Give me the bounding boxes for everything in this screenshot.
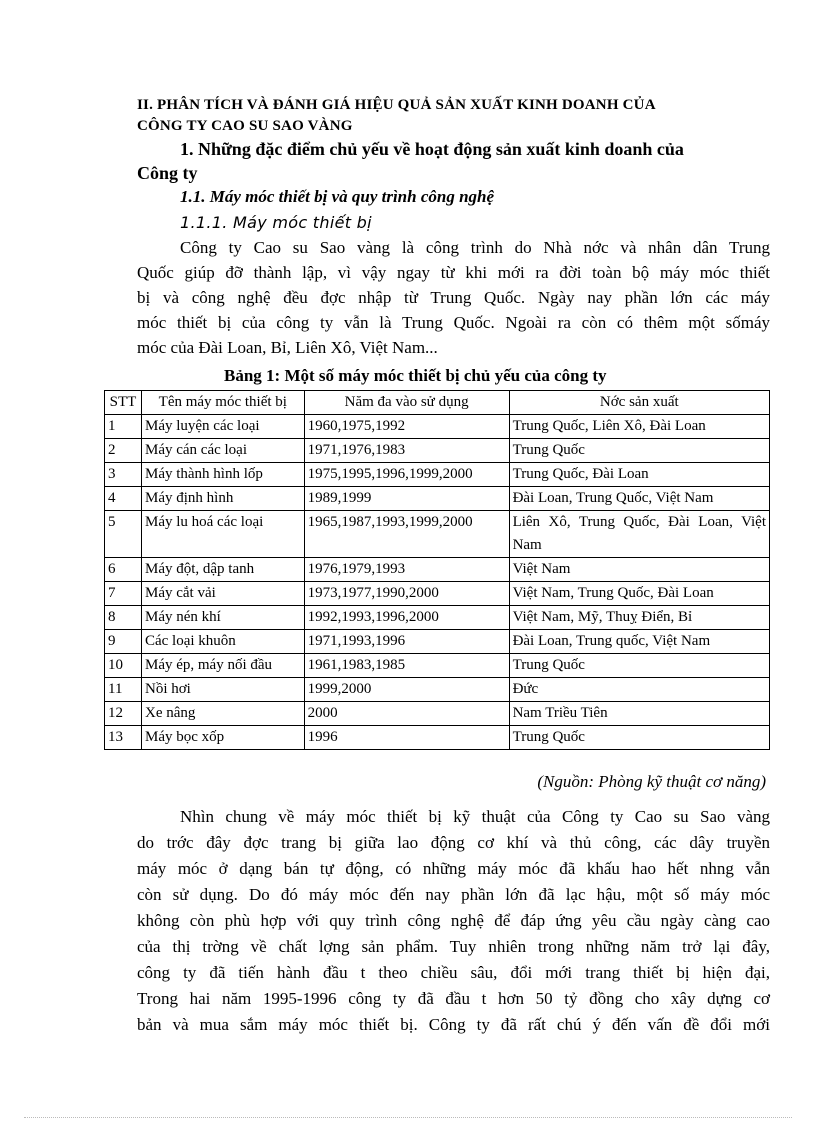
- header-year-in-use: Năm đa vào sử dụng: [304, 391, 509, 415]
- paragraph-1-line: Quốc giúp đỡ thành lập, vì vậy ngay từ khi mới ra đời toàn bộ máy móc thiết: [137, 263, 770, 282]
- table-header-row: [105, 391, 770, 415]
- cell-machine: Máy cán các loại: [141, 439, 304, 463]
- header-stt: STT: [105, 391, 142, 415]
- cell-country: Đài Loan, Trung quốc, Việt Nam: [509, 630, 769, 654]
- table-row: [105, 606, 770, 630]
- cell-years: 1971,1993,1996: [304, 630, 509, 654]
- paragraph-1-line: móc thiết bị của công ty vẫn là Trung Quốc. Ngoài ra còn có thêm một sốmáy: [137, 313, 770, 332]
- heading-3: 1.1.1. Máy móc thiết bị: [180, 213, 372, 232]
- cell-machine: Máy cắt vải: [141, 582, 304, 606]
- cell-machine: Các loại khuôn: [141, 630, 304, 654]
- cell-stt: 4: [105, 487, 142, 511]
- table-row: [105, 678, 770, 702]
- paragraph-2-line: của thị trờng về chất lợng sản phẩm. Tuy nhiên trong những năm trở lại đây,: [137, 937, 770, 956]
- table-caption: Bảng 1: Một số máy móc thiết bị chủ yếu của công ty: [224, 366, 607, 385]
- table-row: [105, 582, 770, 606]
- cell-country: Trung Quốc, Đài Loan: [509, 463, 769, 487]
- cell-stt: 13: [105, 726, 142, 750]
- cell-stt: 10: [105, 654, 142, 678]
- heading-1-line-1: 1. Những đặc điểm chủ yếu về hoạt động sản xuất kinh doanh của: [180, 139, 684, 159]
- cell-stt: 3: [105, 463, 142, 487]
- cell-machine: Nồi hơi: [141, 678, 304, 702]
- cell-country: Việt Nam, Mỹ, Thuỵ Điển, Bỉ: [509, 606, 769, 630]
- cell-years: 1996: [304, 726, 509, 750]
- cell-machine: Máy lu hoá các loại: [141, 511, 304, 558]
- paragraph-2-line: Nhìn chung về máy móc thiết bị kỹ thuật của Công ty Cao su Sao vàng: [180, 807, 770, 826]
- cell-stt: 5: [105, 511, 142, 558]
- paragraph-2-line: Trong hai năm 1995-1996 công ty đã đầu t hơn 50 tỷ đồng cho xây dựng cơ: [137, 989, 770, 1008]
- table-row: [105, 463, 770, 487]
- paragraph-1-line: móc của Đài Loan, Bỉ, Liên Xô, Việt Nam...: [137, 338, 438, 357]
- paragraph-2-line: còn sử dụng. Do đó máy móc đến nay phần lớn đã lạc hậu, một số máy móc: [137, 885, 770, 904]
- paragraph-2-line: không còn phù hợp với quy trình công nghệ để đáp ứng yêu cầu ngày càng cao: [137, 911, 770, 930]
- cell-years: 1989,1999: [304, 487, 509, 511]
- cell-stt: 11: [105, 678, 142, 702]
- cell-machine: Máy định hình: [141, 487, 304, 511]
- cell-country: Việt Nam: [509, 558, 769, 582]
- cell-stt: 9: [105, 630, 142, 654]
- cell-machine: Xe nâng: [141, 702, 304, 726]
- cell-years: 1976,1979,1993: [304, 558, 509, 582]
- paragraph-1-line: Công ty Cao su Sao vàng là công trình do Nhà nớc và nhân dân Trung: [180, 238, 770, 257]
- cell-machine: Máy bọc xốp: [141, 726, 304, 750]
- table-row: [105, 558, 770, 582]
- cell-stt: 1: [105, 415, 142, 439]
- heading-1-line-2: Công ty: [137, 163, 198, 183]
- cell-country: Trung Quốc: [509, 726, 769, 750]
- paragraph-2-line: máy móc ở dạng bán tự động, có những máy móc đã khấu hao hết nhng vẫn: [137, 859, 770, 878]
- table-row: [105, 511, 770, 558]
- paragraph-2-line: do trớc đây đợc trang bị giữa lao động cơ khí và thủ công, các dây truyền: [137, 833, 770, 852]
- cell-country: Việt Nam, Trung Quốc, Đài Loan: [509, 582, 769, 606]
- cell-country: Đài Loan, Trung Quốc, Việt Nam: [509, 487, 769, 511]
- cell-machine: Máy ép, máy nối đầu: [141, 654, 304, 678]
- table-row: [105, 702, 770, 726]
- table-source-note: (Nguồn: Phòng kỹ thuật cơ năng): [537, 772, 766, 791]
- cell-years: 1992,1993,1996,2000: [304, 606, 509, 630]
- section-title-line-2: CÔNG TY CAO SU SAO VÀNG: [137, 118, 353, 134]
- cell-years: 1999,2000: [304, 678, 509, 702]
- table-row: [105, 487, 770, 511]
- paragraph-2-line: công ty đã tiến hành đầu t theo chiều sâu, đổi mới trang thiết bị hiện đại,: [137, 963, 770, 982]
- cell-stt: 8: [105, 606, 142, 630]
- page-bottom-divider: [24, 1117, 792, 1118]
- cell-machine: Máy đột, dập tanh: [141, 558, 304, 582]
- cell-machine: Máy luyện các loại: [141, 415, 304, 439]
- cell-stt: 7: [105, 582, 142, 606]
- cell-machine: Máy thành hình lốp: [141, 463, 304, 487]
- cell-machine: Máy nén khí: [141, 606, 304, 630]
- table-row: [105, 726, 770, 750]
- paragraph-2-line: bản và mua sắm máy móc thiết bị. Công ty đã rất chú ý đến vấn đề đổi mới: [137, 1015, 770, 1034]
- paragraph-1-line: bị và công nghệ đều đợc nhập từ Trung Quốc. Ngày nay phần lớn các máy: [137, 288, 770, 307]
- table-row: [105, 630, 770, 654]
- cell-years: 1961,1983,1985: [304, 654, 509, 678]
- cell-country: Trung Quốc, Liên Xô, Đài Loan: [509, 415, 769, 439]
- cell-country: Đức: [509, 678, 769, 702]
- table-row: [105, 654, 770, 678]
- cell-stt: 2: [105, 439, 142, 463]
- cell-years: 1960,1975,1992: [304, 415, 509, 439]
- cell-stt: 6: [105, 558, 142, 582]
- table-row: [105, 439, 770, 463]
- cell-years: 1965,1987,1993,1999,2000: [304, 511, 509, 558]
- cell-years: 1971,1976,1983: [304, 439, 509, 463]
- table-row: [105, 415, 770, 439]
- header-machine-name: Tên máy móc thiết bị: [141, 391, 304, 415]
- cell-country: Liên Xô, Trung Quốc, Đài Loan, Việt Nam: [509, 511, 769, 558]
- heading-2: 1.1. Máy móc thiết bị và quy trình công nghệ: [180, 187, 495, 206]
- cell-country: Trung Quốc: [509, 439, 769, 463]
- equipment-table: [104, 390, 770, 750]
- cell-country: Trung Quốc: [509, 654, 769, 678]
- cell-years: 2000: [304, 702, 509, 726]
- section-title-line-1: II. PHÂN TÍCH VÀ ĐÁNH GIÁ HIỆU QUẢ SẢN XUẤT KINH DOANH CỦA: [137, 97, 656, 113]
- header-country: Nớc sản xuất: [509, 391, 769, 415]
- cell-country: Nam Triều Tiên: [509, 702, 769, 726]
- cell-stt: 12: [105, 702, 142, 726]
- cell-years: 1975,1995,1996,1999,2000: [304, 463, 509, 487]
- cell-years: 1973,1977,1990,2000: [304, 582, 509, 606]
